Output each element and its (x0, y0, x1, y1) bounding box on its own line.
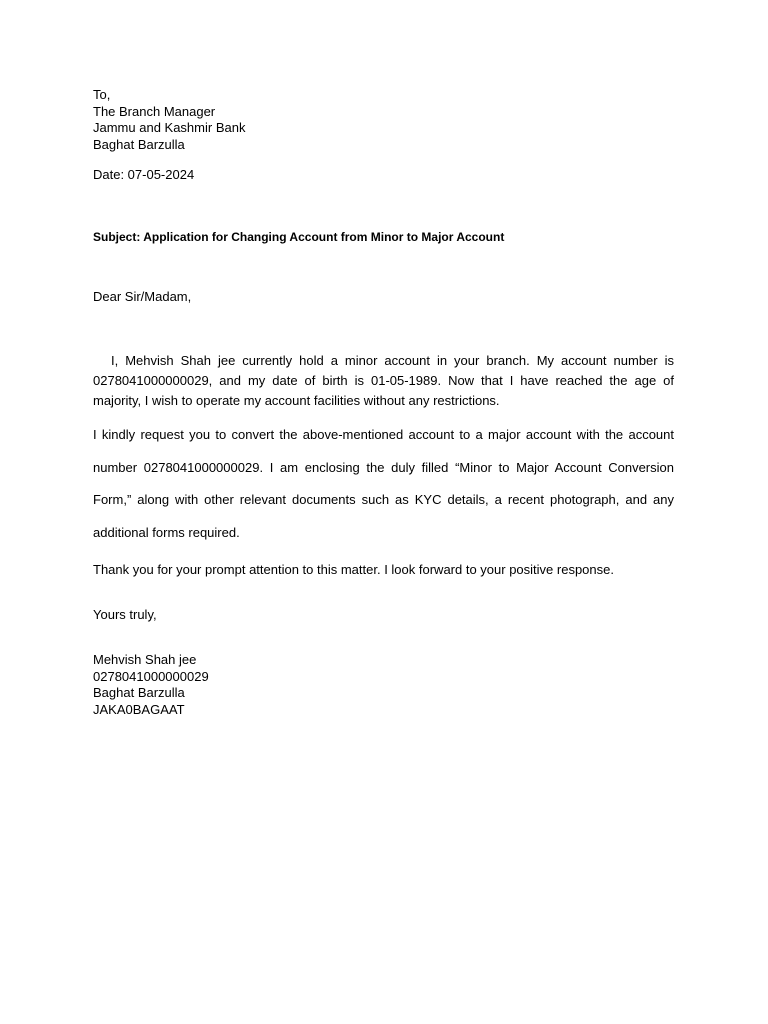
letter-date: Date: 07-05-2024 (93, 167, 195, 182)
signature-ifsc: JAKA0BAGAAT (93, 702, 185, 717)
letter-greeting: Dear Sir/Madam, (93, 289, 192, 304)
recipient-title: The Branch Manager (93, 104, 216, 119)
letter-closing: Yours truly, (93, 607, 157, 622)
recipient-bank: Jammu and Kashmir Bank (93, 120, 246, 135)
body-paragraph-1: I, Mehvish Shah jee currently hold a minor account in your branch. My account number is 0278041000000029, and my date of birth is 01-05-1989. Now that I have reached the age of majority, I wish to operate my account facilities without any restrictions. (93, 353, 674, 408)
signature-account-number: 0278041000000029 (93, 669, 209, 684)
letter-subject: Subject: Application for Changing Account from Minor to Major Account (93, 230, 505, 244)
signature-name: Mehvish Shah jee (93, 652, 197, 667)
body-paragraph-2: I kindly request you to convert the above-mentioned account to a major account with the account number 0278041000000029. I am enclosing the duly filled “Minor to Major Account Conversion Form,” along with other relevant documents such as KYC details, a recent photograph, and any additional forms required. (93, 427, 674, 541)
body-paragraph-3: Thank you for your prompt attention to this matter. I look forward to your positive response. (93, 562, 614, 577)
recipient-branch: Baghat Barzulla (93, 137, 185, 152)
recipient-to: To, (93, 87, 111, 102)
signature-branch: Baghat Barzulla (93, 685, 185, 700)
